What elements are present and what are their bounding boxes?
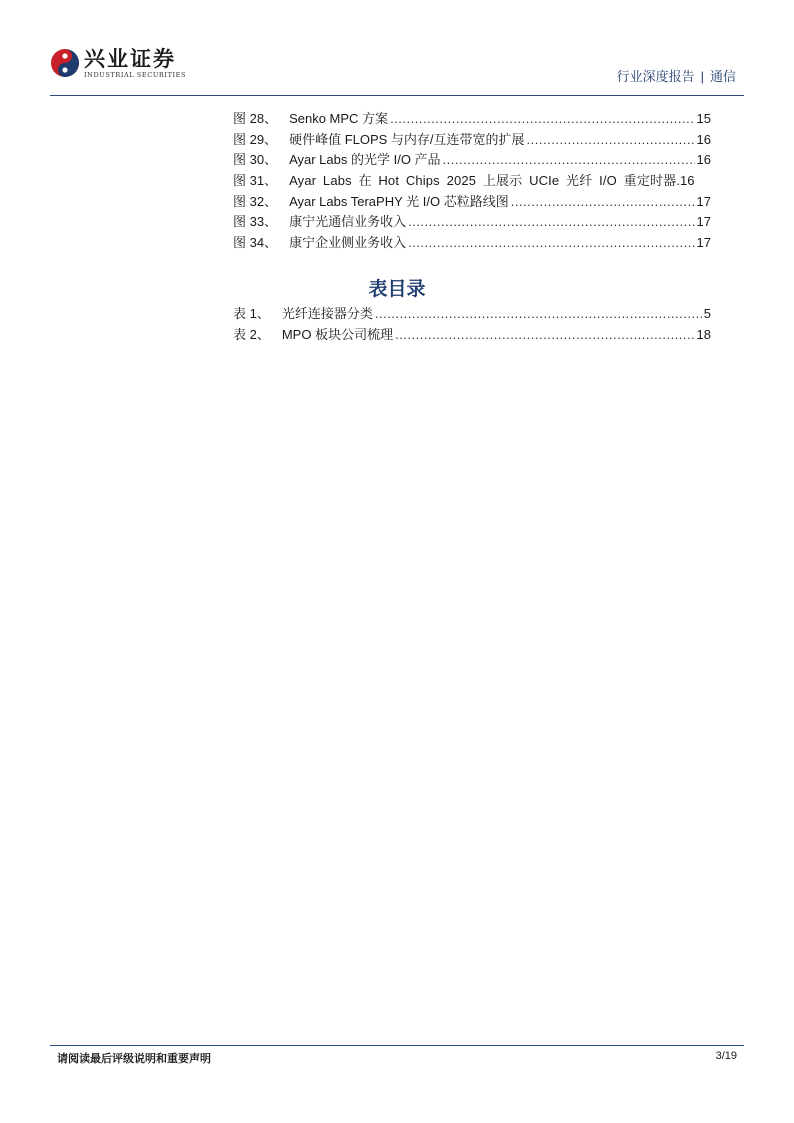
entry-number: 图 31、 xyxy=(233,173,278,189)
entry-number: 图 29、 xyxy=(233,131,278,147)
table-list xyxy=(233,303,711,344)
toc-entry[interactable] xyxy=(233,232,711,253)
company-logo xyxy=(50,48,186,79)
entry-page: 16 xyxy=(680,173,695,189)
entry-number: 图 33、 xyxy=(233,214,278,230)
dot-leader xyxy=(408,214,694,229)
figure-list xyxy=(233,108,711,253)
dot-leader xyxy=(511,194,695,209)
entry-page: 16 xyxy=(696,131,711,147)
entry-title: Ayar Labs 在 Hot Chips 2025 上展示 UCIe 光纤 I/O 重定时器. xyxy=(289,173,681,189)
entry-title: 光纤连接器分类 xyxy=(281,306,373,321)
entry-number: 表 2、 xyxy=(233,326,270,342)
report-category xyxy=(617,66,736,85)
dot-leader xyxy=(443,152,695,167)
entry-number: 图 32、 xyxy=(233,193,278,209)
dot-leader xyxy=(408,235,694,250)
logo-english-name: INDUSTRIAL SECURITIES xyxy=(84,71,187,79)
header-separator: | xyxy=(700,69,704,84)
entry-title: Ayar Labs TeraPHY 光 I/O 芯粒路线图 xyxy=(289,193,509,209)
logo-emblem-icon xyxy=(50,48,80,78)
entry-page: 17 xyxy=(696,214,711,230)
entry-title: 硬件峰值 FLOPS 与内存/互连带宽的扩展 xyxy=(289,131,525,147)
page-header xyxy=(50,44,744,94)
toc-entry[interactable] xyxy=(233,324,711,345)
entry-page: 15 xyxy=(696,111,711,126)
toc-entry[interactable] xyxy=(233,191,711,212)
entry-page: 5 xyxy=(703,306,711,321)
header-divider xyxy=(50,95,744,96)
entry-title: Senko MPC 方案 xyxy=(289,111,389,126)
entry-page: 16 xyxy=(696,152,711,168)
entry-page: 17 xyxy=(696,193,711,209)
toc-entry[interactable] xyxy=(233,211,711,232)
toc-entry[interactable] xyxy=(233,108,711,129)
report-type: 行业深度报告 xyxy=(616,69,695,84)
entry-title: MPO 板块公司梳理 xyxy=(281,326,394,342)
industry-label: 通信 xyxy=(709,69,736,84)
entry-title: 康宁光通信业务收入 xyxy=(289,214,407,230)
entry-number: 表 1、 xyxy=(233,306,270,321)
dot-leader xyxy=(375,306,702,321)
entry-title: Ayar Labs 的光学 I/O 产品 xyxy=(289,152,441,168)
dot-leader xyxy=(395,327,694,342)
entry-page: 18 xyxy=(696,326,711,342)
logo-chinese-name: 兴业证券 xyxy=(84,46,176,71)
dot-leader xyxy=(527,132,695,147)
entry-number: 图 34、 xyxy=(233,235,278,251)
dot-leader xyxy=(390,111,694,126)
footer-disclaimer: 请阅读最后评级说明和重要声明 xyxy=(57,1053,211,1065)
entry-number: 图 28、 xyxy=(233,111,278,126)
footer-divider xyxy=(50,1045,744,1046)
toc-entry[interactable] xyxy=(233,149,711,170)
entry-number: 图 30、 xyxy=(233,152,278,168)
entry-title: 康宁企业侧业务收入 xyxy=(289,235,407,251)
entry-page: 17 xyxy=(696,235,711,251)
page-number: 3/19 xyxy=(715,1050,737,1062)
toc-entry[interactable] xyxy=(233,303,711,324)
table-list-heading: 表目录 xyxy=(368,279,426,300)
toc-entry[interactable] xyxy=(233,129,711,150)
toc-entry[interactable] xyxy=(233,170,711,191)
